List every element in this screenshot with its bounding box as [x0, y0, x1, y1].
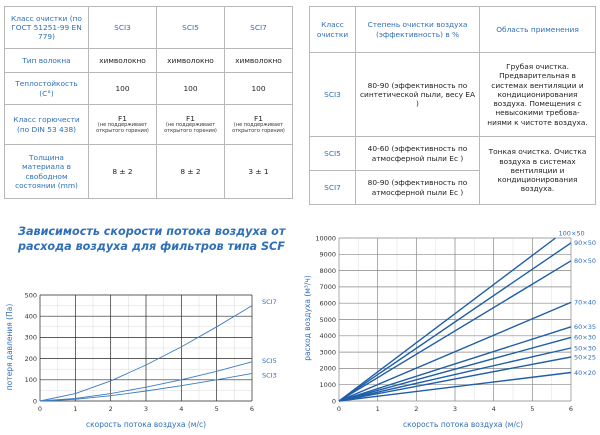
header-cell: SCI5 — [157, 7, 225, 49]
y-axis-label: потеря давления (Па) — [5, 303, 14, 391]
table-cell: 8 ± 2 — [89, 145, 157, 199]
y-tick-label: 400 — [24, 312, 37, 321]
efficiency-table — [309, 6, 596, 205]
x-tick-label: 0 — [37, 405, 43, 413]
grade-value: F1 — [186, 114, 195, 124]
grade-note: (не поддерживает открытого горения) — [96, 122, 149, 135]
header-cell: SCI3 — [89, 7, 157, 49]
chart-ticks — [25, 291, 254, 413]
y-tick-label: 5000 — [319, 315, 336, 324]
x-tick-label: 3 — [143, 405, 149, 413]
application-cell: Грубая очистка. Предварительная в системах вентиляции и кондиционирования воздуха. Помещения с невысокими требова- ниями к чистоте воздуха. — [480, 53, 596, 137]
y-tick-label: 500 — [24, 291, 37, 300]
table-cell — [225, 105, 293, 145]
grade-note: (не поддерживает открытого горения) — [232, 122, 285, 135]
table-row — [5, 73, 293, 105]
efficiency-cell: 40-60 (эффективность по атмосферной пыли Ec ) — [356, 137, 480, 171]
series-label: SCI5 — [262, 357, 277, 366]
series-label: 70×40 — [574, 298, 596, 307]
series-label: 80×50 — [574, 257, 596, 266]
x-tick-label: 2 — [108, 405, 113, 413]
series-label: 50×30 — [574, 344, 596, 353]
x-tick-label: 1 — [375, 405, 380, 413]
x-tick-label: 4 — [179, 405, 184, 413]
airflow-chart — [300, 226, 600, 435]
efficiency-cell: 80-90 (эффективность по атмосферной пыли Ec ) — [356, 171, 480, 205]
grade-value: F1 — [254, 114, 263, 124]
filter-spec-table — [4, 6, 293, 199]
grade-value: F1 — [118, 114, 127, 124]
row-label: Теплостойкость (C°) — [5, 73, 89, 105]
table-row — [310, 137, 596, 171]
x-tick-label: 5 — [530, 405, 535, 413]
y-tick-label: 2000 — [319, 364, 336, 373]
series-label: 60×35 — [574, 323, 596, 332]
header-cell: Степень очистки воздуха (эффективность) в % — [356, 7, 480, 53]
class-cell: SCI5 — [310, 137, 356, 171]
x-axis-label: скорость потока воздуха (м/с) — [85, 420, 207, 429]
table-cell: 100 — [157, 73, 225, 105]
x-tick-label: 6 — [568, 405, 574, 413]
series-label: 90×50 — [574, 239, 596, 248]
y-tick-label: 200 — [24, 354, 37, 363]
class-cell: SCI7 — [310, 171, 356, 205]
header-cell: Область применения — [480, 7, 596, 53]
y-tick-label: 4000 — [319, 332, 336, 341]
chart-grid — [40, 295, 252, 401]
y-tick-label: 300 — [24, 333, 37, 342]
y-tick-label: 7000 — [319, 283, 336, 292]
x-tick-label: 4 — [491, 405, 496, 413]
row-label: Толщина материала в свободном состоянии (mm) — [5, 145, 89, 199]
y-tick-label: 100 — [24, 376, 37, 385]
header-cell: Класс очистки (по ГОСТ 51251-99 EN 779) — [5, 7, 89, 49]
table-cell: химволокно — [89, 49, 157, 73]
x-tick-label: 3 — [452, 405, 458, 413]
table-cell: химволокно — [157, 49, 225, 73]
x-tick-label: 1 — [73, 405, 78, 413]
chart-ticks — [315, 234, 573, 413]
class-cell: SCI3 — [310, 53, 356, 137]
y-tick-label: 1000 — [319, 381, 336, 389]
y-tick-label: 8000 — [319, 266, 336, 275]
x-tick-label: 2 — [414, 405, 419, 413]
table-cell: 100 — [225, 73, 293, 105]
x-axis-label: скорость потока воздуха (м/с) — [402, 420, 524, 429]
header-cell: SCI7 — [225, 7, 293, 49]
series-label: SCI7 — [262, 297, 277, 306]
table-row — [310, 7, 596, 53]
table-cell — [89, 105, 157, 145]
series-label: 60×30 — [574, 333, 596, 342]
application-cell: Тонкая очистка. Очистка воздуха в системах вентиляции и кондиционирования воздуха. — [480, 137, 596, 205]
efficiency-cell: 80-90 (эффективность по синтетической пыли, весу EA ) — [356, 53, 480, 137]
table-cell: 8 ± 2 — [157, 145, 225, 199]
y-tick-label: 0 — [32, 397, 37, 406]
grade-note: (не поддерживает открытого горения) — [164, 122, 217, 135]
y-tick-label: 0 — [331, 397, 336, 406]
table-row — [5, 7, 293, 49]
pressure-drop-chart — [0, 276, 300, 435]
row-label: Тип волокна — [5, 49, 89, 73]
table-row — [5, 105, 293, 145]
series-label: 50×25 — [574, 353, 596, 362]
series-label: 100×50 — [558, 229, 585, 238]
table-row — [310, 53, 596, 137]
x-tick-label: 0 — [336, 405, 342, 413]
y-tick-label: 10000 — [315, 234, 336, 243]
table-row — [5, 145, 293, 199]
table-cell: 3 ± 1 — [225, 145, 293, 199]
row-label: Класс горючести (по DIN 53 438) — [5, 105, 89, 145]
y-tick-label: 3000 — [319, 348, 336, 357]
table-cell — [157, 105, 225, 145]
table-cell: 100 — [89, 73, 157, 105]
pressure-chart-title: Зависимость скорости потока воздуха от расхода воздуха для фильтров типа SCF — [18, 225, 286, 254]
chart-series-labels — [262, 298, 277, 380]
y-axis-label: расход воздуха (м³/ч) — [303, 275, 312, 361]
table-row — [5, 49, 293, 73]
x-tick-label: 5 — [214, 405, 219, 413]
series-label: SCI3 — [262, 371, 277, 380]
y-tick-label: 6000 — [319, 299, 336, 308]
table-cell: химволокно — [225, 49, 293, 73]
x-tick-label: 6 — [249, 405, 255, 413]
series-label: 40×20 — [574, 368, 596, 377]
header-cell: Класс очистки — [310, 7, 356, 53]
y-tick-label: 9000 — [319, 250, 336, 259]
